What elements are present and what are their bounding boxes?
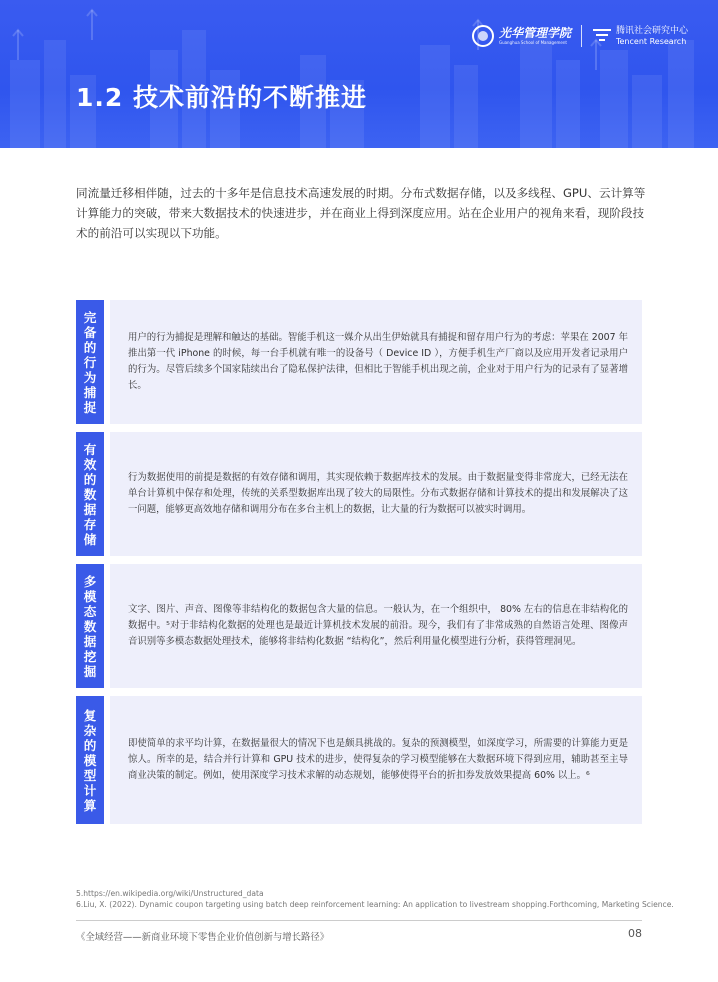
tencent-research-logo	[592, 26, 688, 47]
feature-item	[76, 696, 642, 824]
school-logo-en: Guanghua School of Management	[498, 40, 567, 45]
school-seal-icon	[472, 25, 494, 47]
footnotes	[76, 888, 674, 910]
logo-divider	[581, 25, 582, 47]
feature-tag: 多模态数据挖掘	[76, 564, 104, 688]
footer-report-title: 《全域经营——新商业环境下零售企业价值创新与增长路径》	[76, 932, 330, 943]
feature-item	[76, 432, 642, 556]
feature-tag: 有效的数据存储	[76, 432, 104, 556]
feature-description: 用户的行为捕捉是理解和触达的基础。智能手机这一媒介从出生伊始就具有捕捉和留存用户行为的考虑：苹果在 2007 年推出第一代 iPhone 的时候，每一台手机就有唯一的设备号（ Device ID ），方便手机生产厂商以及应用开发者记录用户的行为。尽管后续多个国家陆续出台了隐私保护法律，但相比于智能手机出现之前，企业对于用户行为的记录有了显著增长。	[110, 300, 642, 424]
feature-item	[76, 564, 642, 688]
feature-description: 即使简单的求平均计算，在数据量很大的情况下也是颇具挑战的。复杂的预测模型，如深度学习，所需要的计算能力更是惊人。所幸的是，结合并行计算和 GPU 技术的进步，使得复杂的学习模型能够在大数据环境下得到应用，辅助甚至主导商业决策的制定。例如，使用深度学习技术求解的动态规划，能够使得平台的折扣券发放效果提高 60% 以上。⁶	[110, 696, 642, 824]
footnote-link[interactable]: 5.https://en.wikipedia.org/wiki/Unstructured_data	[76, 889, 264, 898]
org-logo-cn: 腾讯社会研究中心	[615, 25, 688, 36]
feature-description: 行为数据使用的前提是数据的有效存储和调用，其实现依赖于数据库技术的发展。由于数据量变得非常庞大，已经无法在单台计算机中保存和处理，传统的关系型数据库出现了较大的局限性。分布式数据存储和计算技术的提出和发展解决了这一问题，能够更高效地存储和调用分布在多台主机上的数据，让大量的行为数据可以被实时调用。	[110, 432, 642, 556]
feature-tag: 完备的行为捕捉	[76, 300, 104, 424]
feature-tag: 复杂的模型计算	[76, 696, 104, 824]
section-title: 1.2 技术前沿的不断推进	[76, 83, 367, 112]
footnote-citation: 6.Liu, X. (2022). Dynamic coupon targeting using batch deep reinforcement learning: An application to livestream shopping.Forthcoming, Marketing Science.	[76, 900, 674, 909]
footer-divider	[76, 920, 642, 921]
feature-item	[76, 300, 642, 424]
feature-list	[76, 300, 642, 824]
school-logo	[472, 25, 571, 47]
logo-area	[472, 22, 688, 50]
feature-description: 文字、图片、声音、图像等非结构化的数据包含大量的信息。一般认为，在一个组织中， 80% 左右的信息在非结构化的数据中。⁵对于非结构化数据的处理也是最近计算机技术发展的前沿。现今，我们有了非常成熟的自然语言处理、图像声音识别等多模态数据处理技术，能够将非结构化数据 “结构化”，然后利用量化模型进行分析，获得管理洞见。	[110, 564, 642, 688]
org-logo-en: Tencent Research	[615, 36, 687, 46]
intro-paragraph: 同流量迁移相伴随，过去的十多年是信息技术高速发展的时期。分布式数据存储，以及多线程、GPU、云计算等计算能力的突破，带来大数据技术的快速进步，并在商业上得到深度应用。站在企业用户的视角来看，现阶段技术的前沿可以实现以下功能。	[76, 186, 646, 240]
tencent-research-icon	[592, 27, 612, 45]
school-logo-cn: 光华管理学院	[498, 26, 571, 40]
header-banner	[0, 0, 718, 148]
page-number: 08	[628, 927, 642, 940]
